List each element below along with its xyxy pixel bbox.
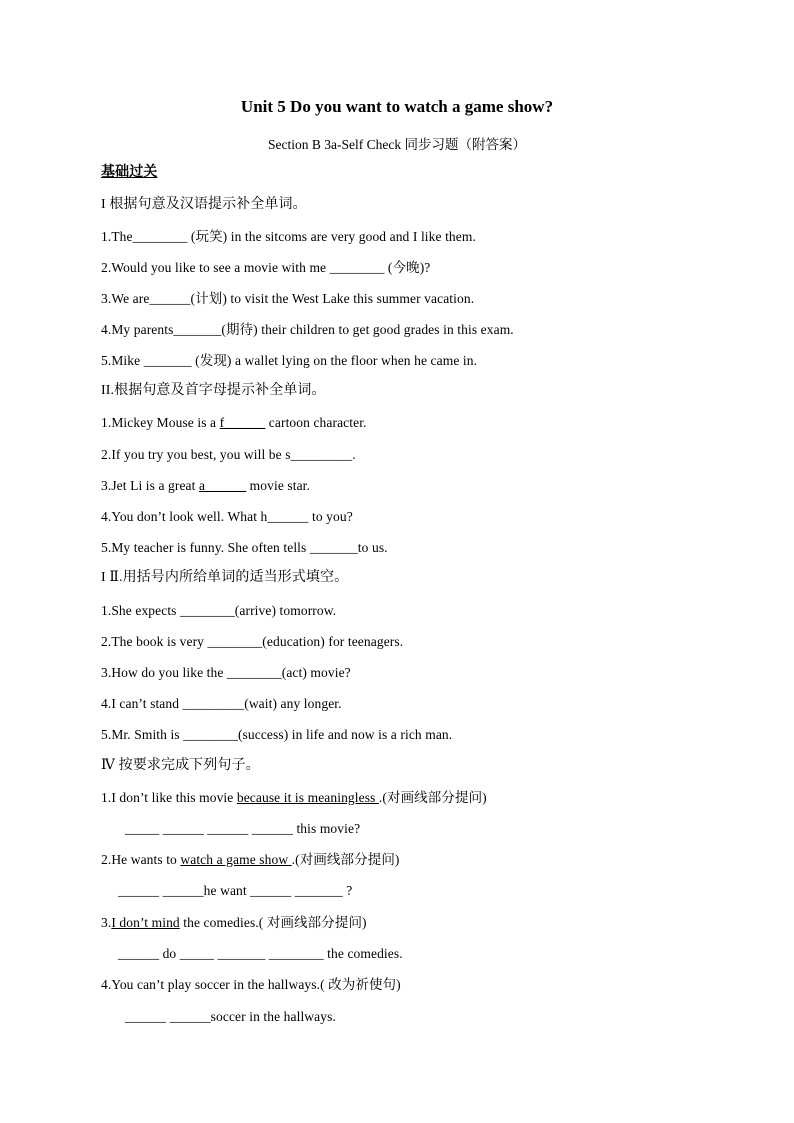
section4-heading: Ⅳ 按要求完成下列句子。 xyxy=(101,758,260,773)
q1-text: 1.I don’t like this movie xyxy=(101,790,237,805)
section3-q2: 2.The book is very ________(education) for teenagers. xyxy=(101,634,404,649)
q1-underlined: because it is meaningless xyxy=(236,790,379,805)
section4-q1 xyxy=(101,789,487,807)
q3-instruction: the comedies.( 对画线部分提问) xyxy=(179,915,367,930)
section4-q4-answer: ______ ______soccer in the hallways. xyxy=(125,1009,336,1024)
q1-text-end: cartoon character. xyxy=(265,415,367,430)
q2-text: 2.If you try you best, you will be s xyxy=(101,447,291,462)
section4-q3 xyxy=(101,914,367,932)
section2-q3 xyxy=(101,477,310,495)
section3-q3: 3.How do you like the ________(act) movie? xyxy=(101,665,351,680)
section4-q1-answer: _____ ______ ______ ______ this movie? xyxy=(125,821,361,836)
section1-heading: I 根据句意及汉语提示补全单词。 xyxy=(101,197,307,212)
section1-q4: 4.My parents_______(期待) their children to get good grades in this exam. xyxy=(101,322,514,337)
section4-q4: 4.You can’t play soccer in the hallways.( 改为祈使句) xyxy=(101,977,401,992)
section1-q3: 3.We are______(计划) to visit the West Lake this summer vacation. xyxy=(101,291,475,306)
q3-hint-letter: a______ xyxy=(198,478,247,493)
section3-q1: 1.She expects ________(arrive) tomorrow. xyxy=(101,603,337,618)
q1-text: 1.Mickey Mouse is a xyxy=(101,415,220,430)
basic-label: 基础过关 xyxy=(101,165,158,180)
section3-q4: 4.I can’t stand _________(wait) any longer. xyxy=(101,696,342,711)
section2-q5: 5.My teacher is funny. She often tells _______to us. xyxy=(101,540,388,555)
page-title: Unit 5 Do you want to watch a game show? xyxy=(240,97,554,116)
page-subtitle: Section B 3a-Self Check 同步习题（附答案） xyxy=(268,137,526,152)
section2-heading: II.根据句意及首字母提示补全单词。 xyxy=(101,383,326,398)
section1-q2: 2.Would you like to see a movie with me ________ (今晚)? xyxy=(101,260,431,275)
section2-q4: 4.You don’t look well. What h______ to you? xyxy=(101,509,353,524)
section3-q5: 5.Mr. Smith is ________(success) in life and now is a rich man. xyxy=(101,727,453,742)
q2-blank: _________. xyxy=(290,447,356,462)
section2-q2 xyxy=(101,446,356,464)
section4-q2 xyxy=(101,851,400,869)
section1-q1: 1.The________ (玩笑) in the sitcoms are very good and I like them. xyxy=(101,229,476,244)
q1-hint-letter: f______ xyxy=(219,415,266,430)
q2-instruction: .(对画线部分提问) xyxy=(291,852,400,867)
q2-underlined: watch a game show xyxy=(180,852,292,867)
q3-underlined: I don’t mind xyxy=(111,915,180,930)
q3-text-end: movie star. xyxy=(246,478,311,493)
section1-q5: 5.Mike _______ (发现) a wallet lying on the floor when he came in. xyxy=(101,353,478,368)
q3-text: 3.Jet Li is a great xyxy=(101,478,199,493)
q2-text: 2.He wants to xyxy=(101,852,181,867)
section4-q2-answer: ______ ______he want ______ _______ ? xyxy=(118,883,353,898)
q3-number: 3. xyxy=(101,915,112,930)
section3-heading: I Ⅱ.用括号内所给单词的适当形式填空。 xyxy=(101,570,349,585)
q1-instruction: .(对画线部分提问) xyxy=(378,790,487,805)
section4-q3-answer: ______ do _____ _______ ________ the comedies. xyxy=(118,946,403,961)
section2-q1 xyxy=(101,414,367,432)
